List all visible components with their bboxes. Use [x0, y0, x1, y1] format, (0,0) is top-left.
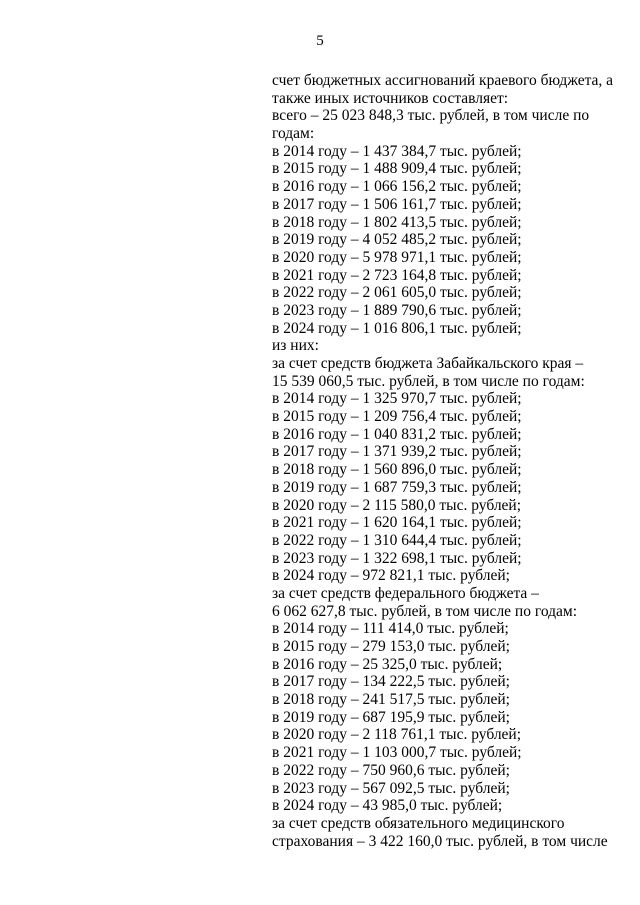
text-line: в 2021 году – 2 723 164,8 тыс. рублей;	[272, 266, 522, 284]
text-line: в 2015 году – 279 153,0 тыс. рублей;	[272, 638, 510, 655]
text-line: в 2022 году – 750 960,6 тыс. рублей;	[272, 761, 510, 779]
text-line: в 2020 году – 5 978 971,1 тыс. рублей;	[272, 248, 522, 266]
text-line: в 2016 году – 25 325,0 тыс. рублей;	[272, 655, 503, 673]
text-line: страхования – 3 422 160,0 тыс. рублей, в том числе	[272, 832, 608, 850]
text-line: в 2019 году – 687 195,9 тыс. рублей;	[272, 708, 510, 726]
text-line: в 2018 году – 1 802 413,5 тыс. рублей;	[272, 213, 522, 231]
text-line: в 2023 году – 1 889 790,6 тыс. рублей;	[272, 301, 522, 319]
text-line: за счет средств федерального бюджета –	[272, 584, 539, 602]
text-line: в 2018 году – 241 517,5 тыс. рублей;	[272, 691, 510, 709]
text-line: в 2019 году – 1 687 759,3 тыс. рублей;	[272, 478, 522, 496]
text-line: в 2015 году – 1 488 909,4 тыс. рублей;	[272, 160, 522, 178]
text-line: в 2018 году – 1 560 896,0 тыс. рублей;	[272, 461, 522, 479]
text-line: в 2016 году – 1 066 156,2 тыс. рублей;	[272, 178, 522, 196]
text-line: за счет средств бюджета Забайкальского края –	[272, 355, 584, 372]
text-line: также иных источников составляет:	[272, 89, 509, 107]
text-line: в 2014 году – 1 437 384,7 тыс. рублей;	[272, 142, 522, 160]
text-line: в 2014 году – 1 325 970,7 тыс. рублей;	[272, 390, 522, 408]
text-line: в 2023 году – 567 092,5 тыс. рублей;	[272, 779, 510, 797]
text-line: в 2023 году – 1 322 698,1 тыс. рублей;	[272, 549, 522, 567]
document-body	[272, 72, 617, 850]
text-line: в 2024 году – 972 821,1 тыс. рублей;	[272, 567, 510, 585]
text-line: в 2014 году – 111 414,0 тыс. рублей;	[272, 620, 509, 638]
text-line: 6 062 627,8 тыс. рублей, в том числе по годам:	[272, 602, 578, 620]
text-line: в 2017 году – 134 222,5 тыс. рублей;	[272, 673, 510, 691]
text-line: в 2019 году – 4 052 485,2 тыс. рублей;	[272, 231, 522, 249]
text-line: 15 539 060,5 тыс. рублей, в том числе по годам:	[272, 372, 585, 390]
text-line: из них:	[272, 337, 319, 355]
text-line: в 2017 году – 1 371 939,2 тыс. рублей;	[272, 443, 522, 461]
text-line: в 2015 году – 1 209 756,4 тыс. рублей;	[272, 408, 522, 426]
text-line: в 2024 году – 43 985,0 тыс. рублей;	[272, 797, 503, 815]
text-line: в 2021 году – 1 103 000,7 тыс. рублей;	[272, 744, 522, 762]
text-line: в 2024 году – 1 016 806,1 тыс. рублей;	[272, 319, 522, 337]
text-line: в 2017 году – 1 506 161,7 тыс. рублей;	[272, 195, 522, 213]
page-number: 5	[316, 33, 324, 49]
text-line: в 2022 году – 1 310 644,4 тыс. рублей;	[272, 531, 522, 549]
text-line: всего – 25 023 848,3 тыс. рублей, в том числе по	[272, 107, 590, 125]
text-line: в 2020 году – 2 118 761,1 тыс. рублей;	[272, 726, 522, 744]
text-line: счет бюджетных ассигнований краевого бюджета, а	[272, 72, 614, 89]
text-line: в 2020 году – 2 115 580,0 тыс. рублей;	[272, 496, 522, 514]
text-line: в 2022 году – 2 061 605,0 тыс. рублей;	[272, 284, 522, 302]
text-line: в 2016 году – 1 040 831,2 тыс. рублей;	[272, 425, 522, 443]
text-line: годам:	[272, 125, 315, 143]
text-line: в 2021 году – 1 620 164,1 тыс. рублей;	[272, 514, 522, 532]
text-line: за счет средств обязательного медицинского	[272, 814, 565, 832]
